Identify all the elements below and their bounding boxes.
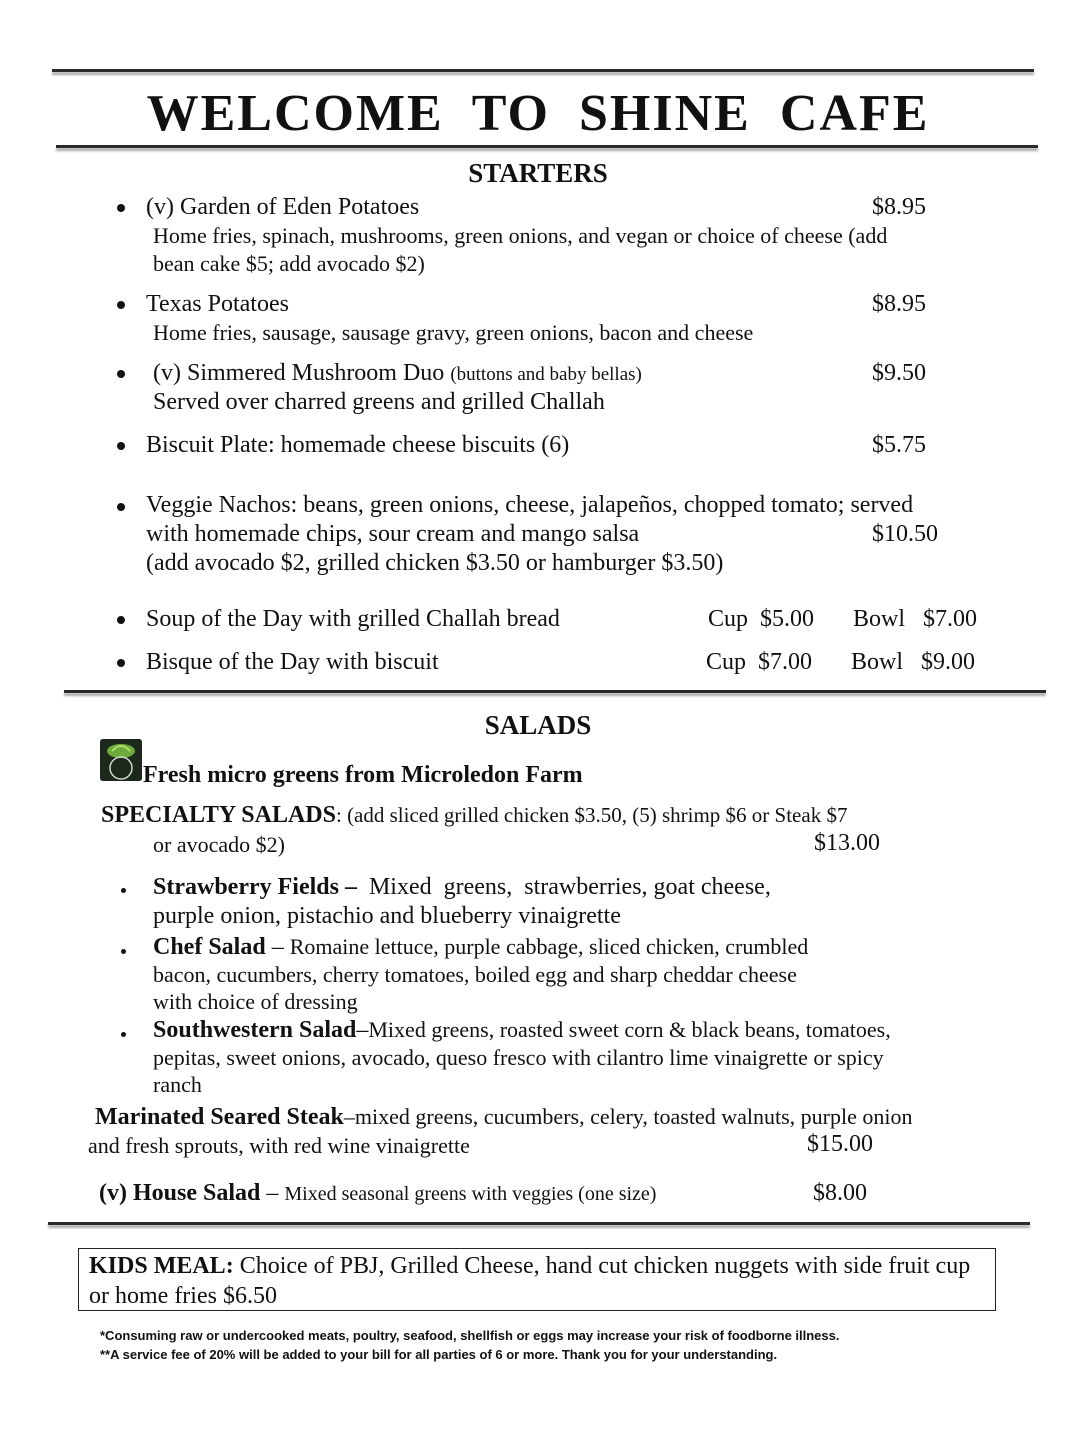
bullet	[117, 442, 125, 450]
item-price: $8.95	[872, 194, 926, 220]
specialty-price: $13.00	[814, 830, 880, 856]
salad-description: pepitas, sweet onions, avocado, queso fresco with cilantro lime vinaigrette or spicy	[153, 1045, 884, 1070]
bowl-price: Bowl $7.00	[853, 606, 978, 632]
bullet	[117, 204, 125, 212]
bullet	[117, 616, 125, 624]
salad-line	[153, 933, 808, 962]
item-description: Home fries, spinach, mushrooms, green onions, and vegan or choice of cheese (add	[153, 223, 888, 248]
bullet	[117, 301, 125, 309]
separator: –	[338, 874, 363, 900]
salad-line	[153, 1016, 891, 1045]
salad-name: Chef Salad	[153, 934, 266, 960]
salad-name: Strawberry Fields	[153, 874, 339, 900]
bullet	[121, 888, 126, 893]
cup-price: Cup $7.00	[706, 649, 813, 675]
salad-description: Mixed greens, strawberries, goat cheese,	[362, 874, 771, 900]
bullet	[121, 949, 126, 954]
specialty-note: : (add sliced grilled chicken $3.50, (5) shrimp $6 or Steak $7	[335, 803, 848, 827]
steak-salad-line	[95, 1103, 912, 1131]
item-name: (v) Simmered Mushroom Duo	[153, 360, 445, 386]
title-bottom-rule	[56, 145, 1038, 148]
salad-description: purple onion, pistachio and blueberry vinaigrette	[153, 903, 621, 929]
item-name: Biscuit Plate: homemade cheese biscuits (6)	[146, 432, 570, 458]
specialty-salads-label: SPECIALTY SALADS	[101, 802, 336, 828]
bullet	[117, 659, 125, 667]
bullet	[117, 370, 125, 378]
service-fee-note: **A service fee of 20% will be added to your bill for all parties of 6 or more. Thank you for your understanding.	[100, 1347, 778, 1362]
starters-bottom-rule	[64, 690, 1046, 693]
item-description: with homemade chips, sour cream and mango salsa	[146, 521, 640, 547]
kids-meal-label: KIDS MEAL:	[89, 1253, 234, 1279]
specialty-salads-line	[101, 801, 847, 830]
salad-description: Mixed greens, roasted sweet corn & black beans, tomatoes,	[368, 1017, 891, 1042]
item-price: $10.50	[872, 521, 938, 547]
item-description: Served over charred greens and grilled Challah	[153, 389, 605, 415]
starters-heading: STARTERS	[468, 158, 608, 188]
cup-price: Cup $5.00	[708, 606, 815, 632]
salads-heading: SALADS	[484, 710, 592, 740]
salad-name: (v) House Salad	[99, 1180, 261, 1206]
separator: –	[260, 1180, 285, 1206]
salad-line	[153, 873, 771, 902]
salad-description: –mixed greens, cucumbers, celery, toasted walnuts, purple onion	[343, 1104, 913, 1129]
item-price: $8.95	[872, 291, 926, 317]
item-description: (add avocado $2, grilled chicken $3.50 or hamburger $3.50)	[146, 550, 724, 576]
salad-description: bacon, cucumbers, cherry tomatoes, boiled egg and sharp cheddar cheese	[153, 962, 797, 987]
item-name: Bisque of the Day with biscuit	[146, 649, 439, 675]
salad-name: Marinated Seared Steak	[95, 1104, 344, 1130]
kids-meal-box	[78, 1248, 996, 1311]
microledon-farm-logo	[100, 739, 142, 781]
item-name: (v) Garden of Eden Potatoes	[146, 194, 420, 220]
salads-bottom-rule	[48, 1222, 1030, 1225]
salad-price: $15.00	[807, 1131, 873, 1157]
specialty-note: or avocado $2)	[153, 832, 285, 857]
item-name: Soup of the Day with grilled Challah bread	[146, 606, 560, 632]
bowl-price: Bowl $9.00	[851, 649, 976, 675]
item-price: $5.75	[872, 432, 926, 458]
item-name: Texas Potatoes	[146, 291, 289, 317]
house-salad-line	[99, 1179, 656, 1209]
salad-description: Mixed seasonal greens with veggies (one size)	[284, 1183, 657, 1205]
separator: –	[356, 1017, 369, 1043]
micro-greens-text: Fresh micro greens from Microledon Farm	[143, 762, 583, 788]
salad-description: with choice of dressing	[153, 989, 358, 1014]
bullet	[117, 503, 125, 511]
item-price: $9.50	[872, 360, 926, 386]
bullet	[121, 1032, 126, 1037]
food-safety-note: *Consuming raw or undercooked meats, poultry, seafood, shellfish or eggs may increase your risk of foodborne illness.	[100, 1328, 840, 1343]
salad-name: Southwestern Salad	[153, 1017, 357, 1043]
item-description: bean cake $5; add avocado $2)	[153, 251, 425, 276]
item-description: Home fries, sausage, sausage gravy, green onions, bacon and cheese	[153, 320, 754, 345]
top-rule	[52, 69, 1034, 72]
item-name-line	[153, 359, 642, 389]
page-title: WELCOME TO SHINE CAFE	[146, 85, 930, 142]
salad-description: and fresh sprouts, with red wine vinaigrette	[88, 1133, 470, 1158]
salad-description: Romaine lettuce, purple cabbage, sliced chicken, crumbled	[289, 934, 809, 959]
item-note: (buttons and baby bellas)	[450, 364, 642, 385]
kids-meal-text: Choice of PBJ, Grilled Cheese, hand cut chicken nuggets with side fruit cup or home fries $6.50	[89, 1253, 971, 1309]
salad-description: ranch	[153, 1072, 202, 1097]
leaf-logo-icon	[100, 739, 142, 781]
salad-price: $8.00	[813, 1180, 867, 1206]
separator: –	[265, 934, 290, 960]
item-description: Veggie Nachos: beans, green onions, cheese, jalapeños, chopped tomato; served	[146, 492, 914, 518]
